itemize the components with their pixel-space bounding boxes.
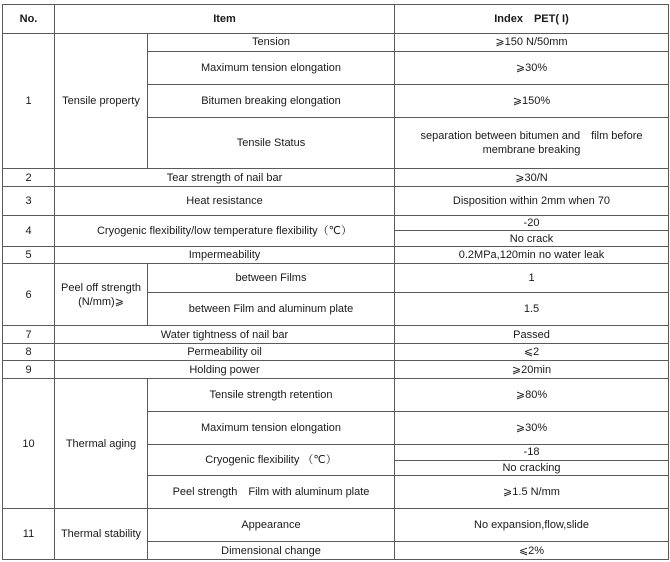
table-row bbox=[3, 186, 669, 215]
value-cell: ⩾80% bbox=[395, 379, 669, 412]
item-cell: Cryogenic flexibility （℃） bbox=[148, 445, 395, 476]
item-cell: Tensile strength retention bbox=[148, 379, 395, 412]
item-cell: Peel strength Film with aluminum plate bbox=[148, 476, 395, 509]
item-cell: Maximum tension elongation bbox=[148, 412, 395, 445]
row-number: 3 bbox=[3, 186, 55, 215]
item-cell: Tension bbox=[148, 33, 395, 51]
header-index: Index PET( I) bbox=[395, 5, 669, 34]
value-cell: ⩾1.5 N/mm bbox=[395, 476, 669, 509]
value-cell: Disposition within 2mm when 70 bbox=[395, 186, 669, 215]
value-cell: 0.2MPa,120min no water leak bbox=[395, 246, 669, 264]
item-cell: between Film and aluminum plate bbox=[148, 293, 395, 326]
row-number: 2 bbox=[3, 169, 55, 187]
table-row bbox=[3, 509, 669, 542]
group-label: Peel off strength (N/mm)⩾ bbox=[55, 264, 148, 326]
row-number: 5 bbox=[3, 246, 55, 264]
row-number: 7 bbox=[3, 326, 55, 344]
item-cell: Bitumen breaking elongation bbox=[148, 84, 395, 117]
value-cell: -18 bbox=[395, 445, 669, 461]
value-cell: 1 bbox=[395, 264, 669, 293]
item-cell: Impermeability bbox=[55, 246, 395, 264]
header-row bbox=[3, 5, 669, 34]
row-number: 11 bbox=[3, 509, 55, 560]
value-cell: ⩽2 bbox=[395, 343, 669, 361]
specification-table bbox=[2, 4, 669, 560]
header-item: Item bbox=[55, 5, 395, 34]
row-number: 4 bbox=[3, 215, 55, 246]
item-cell: Maximum tension elongation bbox=[148, 51, 395, 84]
group-label: Thermal aging bbox=[55, 379, 148, 509]
value-cell: separation between bitumen and film before membrane breaking bbox=[395, 117, 669, 169]
table-row bbox=[3, 326, 669, 344]
table-row bbox=[3, 361, 669, 379]
value-cell: ⩾30/N bbox=[395, 169, 669, 187]
item-cell: Holding power bbox=[55, 361, 395, 379]
value-cell: Passed bbox=[395, 326, 669, 344]
value-cell: ⩽2% bbox=[395, 542, 669, 560]
item-cell: between Films bbox=[148, 264, 395, 293]
group-label: Tensile property bbox=[55, 33, 148, 168]
value-cell: ⩾30% bbox=[395, 412, 669, 445]
table-row bbox=[3, 343, 669, 361]
item-cell: Tear strength of nail bar bbox=[55, 169, 395, 187]
item-cell: Permeability oil bbox=[55, 343, 395, 361]
value-cell: No cracking bbox=[395, 460, 669, 476]
item-cell: Appearance bbox=[148, 509, 395, 542]
item-cell: Cryogenic flexibility/low temperature flexibility（℃） bbox=[55, 215, 395, 246]
table-row bbox=[3, 264, 669, 293]
table-row bbox=[3, 215, 669, 231]
value-cell: 1.5 bbox=[395, 293, 669, 326]
item-cell: Tensile Status bbox=[148, 117, 395, 169]
row-number: 10 bbox=[3, 379, 55, 509]
table-row bbox=[3, 379, 669, 412]
value-cell: No expansion,flow,slide bbox=[395, 509, 669, 542]
value-cell: ⩾150% bbox=[395, 84, 669, 117]
item-cell: Dimensional change bbox=[148, 542, 395, 560]
row-number: 8 bbox=[3, 343, 55, 361]
row-number: 1 bbox=[3, 33, 55, 168]
table-row bbox=[3, 246, 669, 264]
value-cell: No crack bbox=[395, 231, 669, 247]
value-cell: ⩾20min bbox=[395, 361, 669, 379]
value-cell: ⩾30% bbox=[395, 51, 669, 84]
table-row bbox=[3, 33, 669, 51]
row-number: 6 bbox=[3, 264, 55, 326]
item-cell: Heat resistance bbox=[55, 186, 395, 215]
value-cell: -20 bbox=[395, 215, 669, 231]
header-no: No. bbox=[3, 5, 55, 34]
table-row bbox=[3, 169, 669, 187]
value-cell: ⩾150 N/50mm bbox=[395, 33, 669, 51]
row-number: 9 bbox=[3, 361, 55, 379]
item-cell: Water tightness of nail bar bbox=[55, 326, 395, 344]
group-label: Thermal stability bbox=[55, 509, 148, 560]
